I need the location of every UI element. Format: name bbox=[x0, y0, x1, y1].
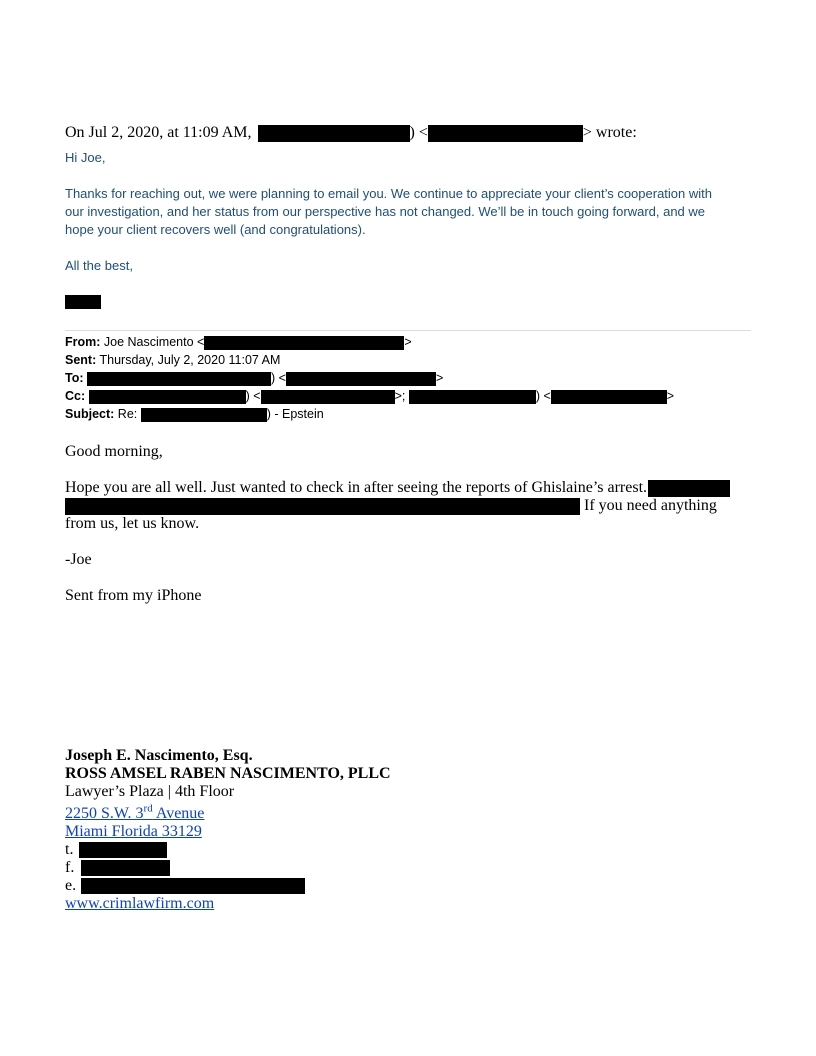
redaction-block bbox=[258, 125, 410, 142]
email-label: e. bbox=[65, 877, 77, 894]
signature-firm: ROSS AMSEL RABEN NASCIMENTO, PLLC bbox=[65, 765, 391, 782]
website-link[interactable]: www.crimlawfirm.com bbox=[65, 895, 215, 912]
signature-fax bbox=[65, 859, 170, 877]
original-line-1 bbox=[65, 479, 730, 497]
sent-value: Thursday, July 2, 2020 11:07 AM bbox=[99, 353, 281, 367]
redaction-block bbox=[89, 390, 246, 404]
signature-street bbox=[65, 803, 204, 823]
header-cc bbox=[65, 389, 674, 404]
redaction-block bbox=[551, 390, 667, 404]
signature-website bbox=[65, 895, 214, 913]
reply-date-text: On Jul 2, 2020, at 11:09 AM, bbox=[65, 124, 252, 141]
reply-body-line-3: hope your client recovers well (and congratulations). bbox=[65, 222, 366, 237]
original-line-3: from us, let us know. bbox=[65, 515, 200, 532]
signature-name: Joseph E. Nascimento, Esq. bbox=[65, 747, 253, 764]
original-line-2-text: If you need anything bbox=[584, 497, 717, 514]
to-mid: ) < bbox=[271, 371, 286, 385]
signature-email bbox=[65, 877, 305, 895]
original-line-2 bbox=[65, 497, 717, 515]
reply-body-line-1: Thanks for reaching out, we were planning to email you. We continue to appreciate your client’s cooperation with bbox=[65, 186, 712, 201]
original-sent-from: Sent from my iPhone bbox=[65, 587, 202, 604]
redaction-block bbox=[428, 125, 583, 142]
redaction-block bbox=[409, 390, 536, 404]
to-end: > bbox=[435, 371, 444, 385]
signature-building: Lawyer’s Plaza | 4th Floor bbox=[65, 783, 235, 800]
message-divider bbox=[65, 330, 751, 331]
original-greeting: Good morning, bbox=[65, 443, 163, 460]
header-from bbox=[65, 335, 412, 350]
subject-suffix: ) - Epstein bbox=[266, 407, 324, 421]
reply-attribution bbox=[65, 124, 637, 142]
cc-mid-1: ) < bbox=[245, 389, 261, 403]
header-sent bbox=[65, 353, 280, 367]
from-end: > bbox=[404, 335, 412, 349]
redaction-block bbox=[81, 860, 170, 876]
reply-closing: All the best, bbox=[65, 258, 133, 273]
from-value: Joe Nascimento < bbox=[103, 335, 205, 349]
subject-prefix: Re: bbox=[117, 407, 138, 421]
redaction-block bbox=[204, 336, 404, 350]
redaction-block bbox=[79, 842, 167, 858]
redaction-block bbox=[65, 295, 101, 309]
cc-end: > bbox=[666, 389, 675, 403]
fax-label: f. bbox=[65, 859, 75, 876]
redaction-block bbox=[65, 498, 580, 515]
reply-greeting: Hi Joe, bbox=[65, 150, 106, 165]
address-city-link[interactable]: Miami Florida 33129 bbox=[65, 823, 202, 840]
from-label: From: bbox=[65, 335, 101, 349]
reply-paren-text: ) < bbox=[409, 124, 428, 141]
street-ordinal: rd bbox=[143, 803, 153, 815]
redaction-block bbox=[87, 372, 271, 386]
cc-mid-3: ) < bbox=[535, 389, 551, 403]
reply-wrote-text: > wrote: bbox=[582, 124, 637, 141]
reply-body-line-2: our investigation, and her status from our perspective has not changed. We’ll be in touch going forward, and we bbox=[65, 204, 706, 219]
sent-label: Sent: bbox=[65, 353, 97, 367]
redaction-block bbox=[286, 372, 436, 386]
original-line-1-text: Hope you are all well. Just wanted to check in after seeing the reports of Ghislaine’s arrest. bbox=[65, 479, 648, 496]
cc-mid-2: >; bbox=[394, 389, 406, 403]
redaction-block bbox=[81, 878, 305, 894]
phone-label: t. bbox=[65, 841, 74, 858]
cc-label: Cc: bbox=[65, 389, 86, 403]
subject-label: Subject: bbox=[65, 407, 115, 421]
redaction-block bbox=[261, 390, 395, 404]
signature-phone bbox=[65, 841, 167, 859]
street-name: Avenue bbox=[152, 805, 205, 823]
redaction-block bbox=[648, 480, 730, 497]
header-to bbox=[65, 371, 443, 386]
to-label: To: bbox=[65, 371, 84, 385]
header-subject bbox=[65, 407, 324, 422]
redaction-block bbox=[141, 408, 267, 422]
street-number: 2250 S.W. 3 bbox=[65, 805, 144, 823]
address-street-link[interactable] bbox=[65, 805, 204, 822]
signature-city bbox=[65, 823, 202, 841]
original-signoff: -Joe bbox=[65, 551, 92, 568]
